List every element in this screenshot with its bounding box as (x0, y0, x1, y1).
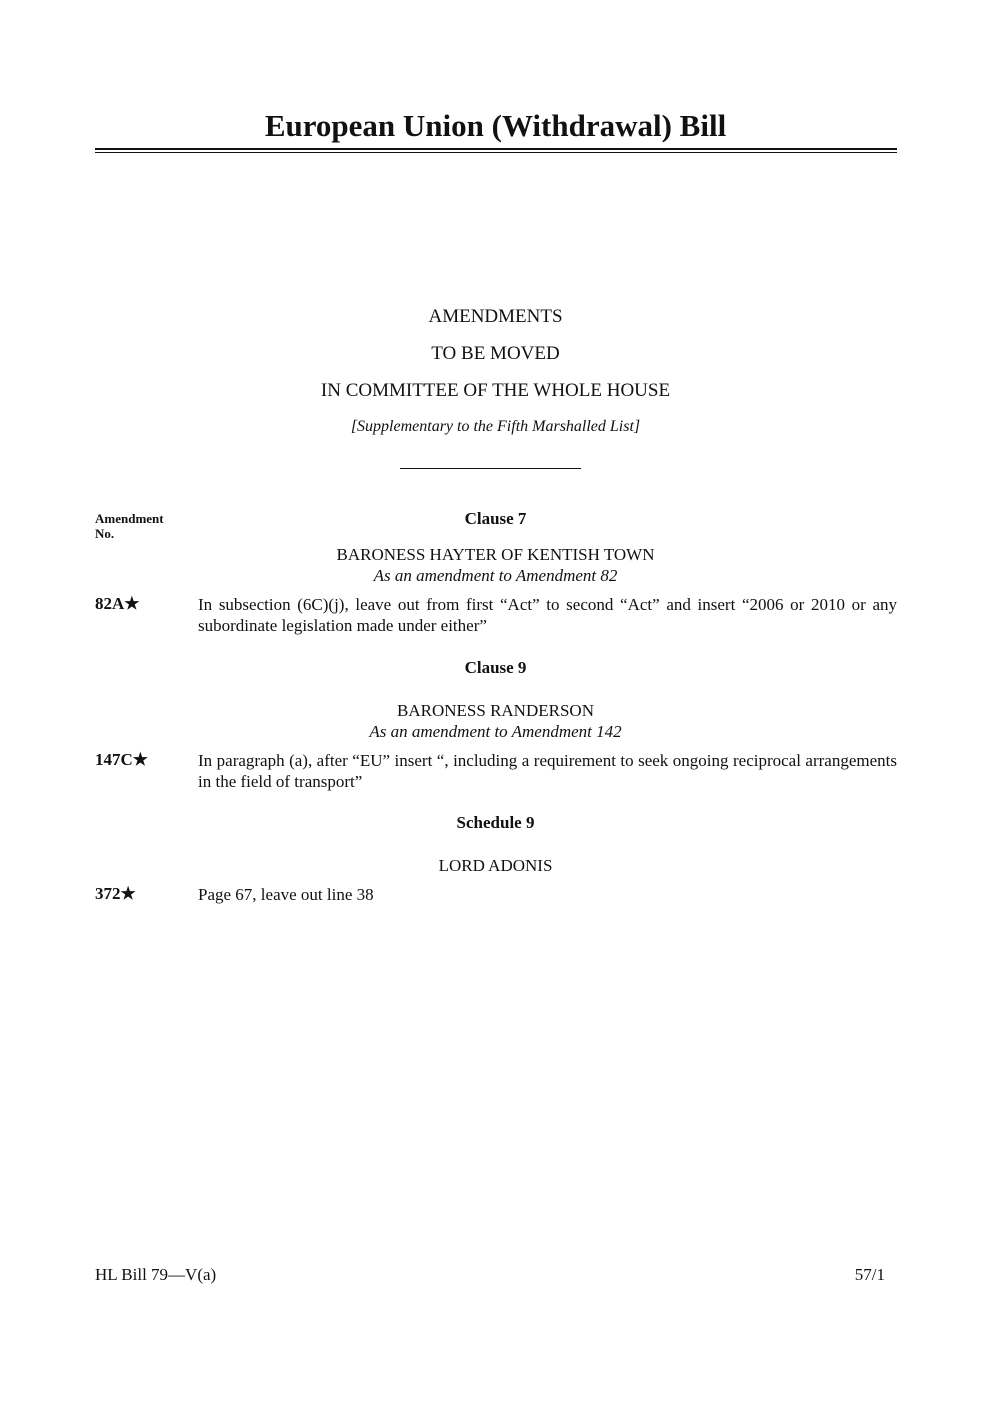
mover-name: BARONESS HAYTER OF KENTISH TOWN (336, 545, 655, 564)
section-heading: Clause 9 (464, 658, 527, 677)
amendment-text: In subsection (6C)(j), leave out from first “Act” to second “Act” and insert “2006 or 2010 or any subordinate legislation made under either” (198, 595, 897, 635)
amendment-number: 82A★ (95, 594, 140, 613)
amendment-text: Page 67, leave out line 38 (198, 885, 374, 904)
bill-reference: HL Bill 79—V(a) (95, 1265, 217, 1284)
heading-line-1: AMENDMENTS (428, 306, 563, 327)
separator-rule (400, 468, 581, 469)
heading-line-2: TO BE MOVED (431, 343, 560, 364)
title-rule-thin (95, 152, 897, 153)
bill-title: European Union (Withdrawal) Bill (264, 108, 727, 143)
section-heading: Schedule 9 (456, 813, 535, 832)
amendment-number: 372★ (95, 884, 136, 903)
heading-subtitle: [Supplementary to the Fifth Marshalled List] (350, 418, 641, 435)
as-amendment-note: As an amendment to Amendment 142 (369, 722, 622, 741)
amendment-number: 147C★ (95, 750, 149, 769)
mover-name: LORD ADONIS (438, 856, 553, 875)
as-amendment-note: As an amendment to Amendment 82 (373, 566, 618, 585)
amendment-text: In paragraph (a), after “EU” insert “, including a requirement to seek ongoing reciprocal arrangements in the field of transport” (198, 751, 897, 791)
section-heading: Clause 7 (464, 509, 527, 528)
heading-line-3: IN COMMITTEE OF THE WHOLE HOUSE (320, 380, 671, 401)
amendment-number-label: Amendment No. (95, 511, 164, 541)
title-rule (95, 148, 897, 150)
mover-name: BARONESS RANDERSON (397, 701, 594, 720)
page-number: 57/1 (854, 1265, 885, 1284)
